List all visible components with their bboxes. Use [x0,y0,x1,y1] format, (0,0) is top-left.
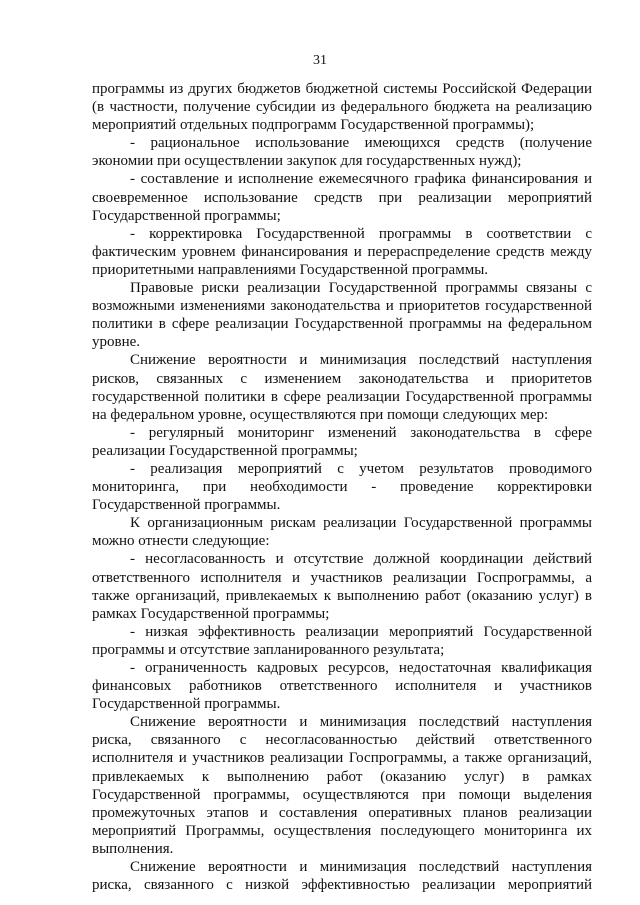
paragraph: программы из других бюджетов бюджетной системы Российской Федерации (в частности, получение субсидии из федерального бюджета на реализацию мероприятий отдельных подпрограмм Государственной программы); [92,81,592,134]
document-body [92,80,592,894]
paragraph: Снижение вероятности и минимизация последствий наступления риска, связанного с низкой эффективностью реализации мероприятий [92,859,592,894]
paragraph: - несогласованность и отсутствие должной координации действий ответственного исполнителя и участников реализации Госпрограммы, а также организаций, привлекаемых к выполнению работ (оказанию услуг) в рамках Государственной программы; [92,551,592,622]
paragraph: Правовые риски реализации Государственной программы связаны с возможными изменениями законодательства и приоритетов государственной политики в сфере реализации Государственной программы на федеральном уровне. [92,280,592,351]
paragraph: Снижение вероятности и минимизация последствий наступления рисков, связанных с изменением законодательства и приоритетов государственной политики в сфере реализации Государственной программы на федеральном уровне, осуществляются при помощи следующих мер: [92,352,592,423]
paragraph: - регулярный мониторинг изменений законодательства в сфере реализации Государственной программы; [92,424,592,459]
page-number: 31 [313,53,327,68]
paragraph: К организационным рискам реализации Государственной программы можно отнести следующие: [92,515,592,550]
paragraph: - низкая эффективность реализации мероприятий Государственной программы и отсутствие запланированного результата; [92,623,592,658]
paragraph: - составление и исполнение ежемесячного графика финансирования и своевременное использование средств при реализации мероприятий Государственной программы; [92,171,592,224]
paragraph: - рациональное использование имеющихся средств (получение экономии при осуществлении закупок для государственных нужд); [92,135,592,170]
paragraph: Снижение вероятности и минимизация последствий наступления риска, связанного с несогласованностью действий ответственного исполнителя и участников реализации Госпрограммы, а также организаций, привлекаемых к выполнению работ (оказанию услуг) в рамках Государственной программы, осуществляются при помощи выделения промежуточных этапов и составления оперативных планов реализации мероприятий Программы, осуществления последующего мониторинга их выполнения. [92,714,592,857]
paragraph: - ограниченность кадровых ресурсов, недостаточная квалификация финансовых работников ответственного исполнителя и участников Государственной программы. [92,660,592,713]
paragraph: - реализация мероприятий с учетом результатов проводимого мониторинга, при необходимости - проведение корректировки Государственной программы. [92,460,592,514]
paragraph: - корректировка Государственной программы в соответствии с фактическим уровнем финансирования и перераспределение средств между приоритетными направлениями Государственной программы. [92,225,592,278]
